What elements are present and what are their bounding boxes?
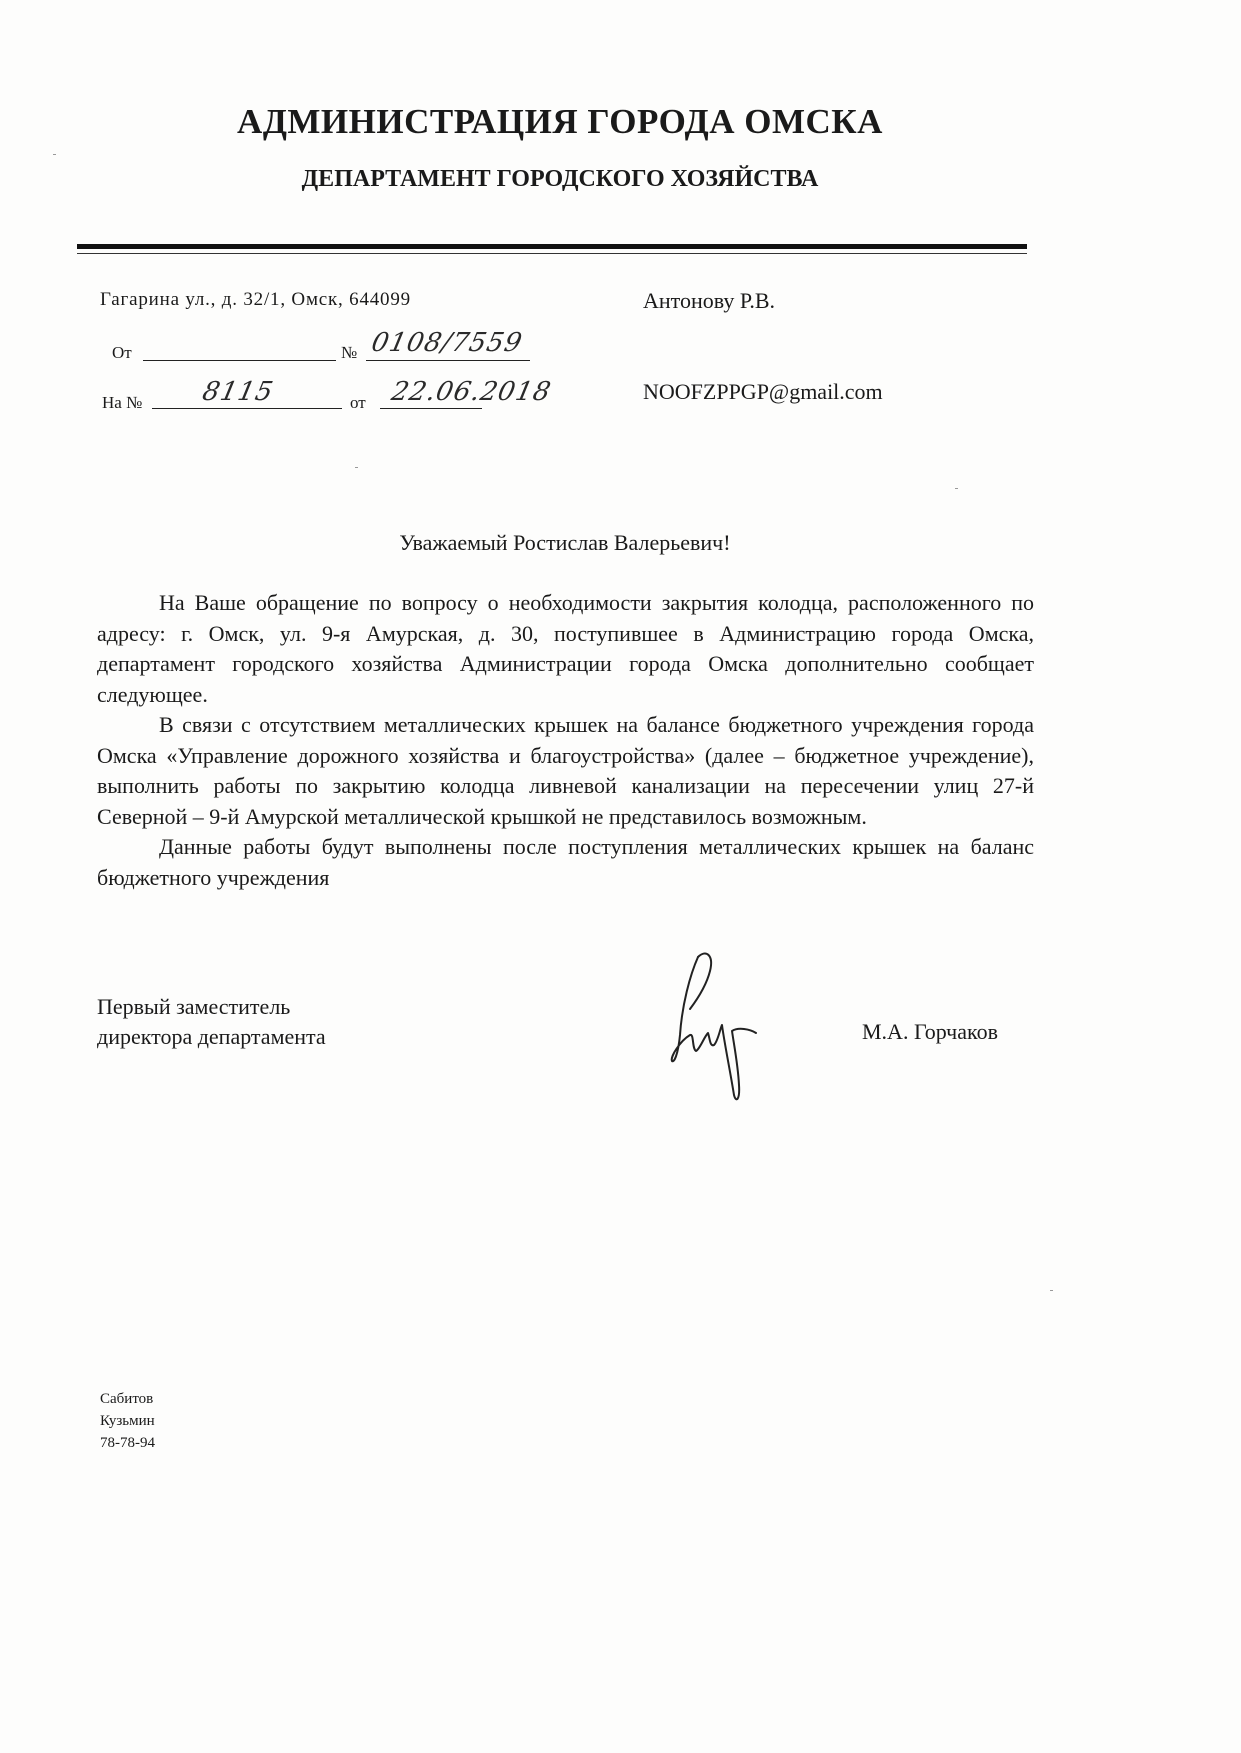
outgoing-number-line bbox=[366, 360, 530, 361]
paragraph: В связи с отсутствием металлических крышек на балансе бюджетного учреждения города Омска «Управление дорожного хозяйства и благоустройства» (далее – бюджетное учреждение), выполнить работы по закрытию колодца ливневой канализации на пересечении улиц 27-й Северной – 9-й Амурской металлической крышкой не представилось возможным. bbox=[97, 712, 1034, 829]
reply-date-line bbox=[380, 408, 482, 409]
scan-speck bbox=[1050, 1290, 1053, 1291]
reply-number-line bbox=[152, 408, 342, 409]
signer-name: М.А. Горчаков bbox=[862, 1019, 998, 1044]
from-date-line bbox=[143, 360, 336, 361]
reply-number: 8115 bbox=[199, 377, 277, 407]
number-label: № bbox=[341, 343, 358, 362]
recipient-name: Антонову Р.В. bbox=[643, 288, 776, 313]
executor-phone: 78-78-94 bbox=[100, 1435, 155, 1451]
executor-name-1: Сабитов bbox=[100, 1391, 154, 1407]
reply-label: На № bbox=[102, 393, 143, 412]
signer-title-line2: директора департамента bbox=[97, 1024, 326, 1049]
sender-address: Гагарина ул., д. 32/1, Омск, 644099 bbox=[100, 289, 411, 310]
date-label: от bbox=[350, 393, 366, 412]
signer-title-line1: Первый заместитель bbox=[97, 994, 291, 1019]
header-rule-thin bbox=[77, 253, 1027, 254]
greeting: Уважаемый Ростислав Валерьевич! bbox=[399, 530, 731, 555]
reply-date: 22.06.2018 bbox=[388, 377, 555, 407]
scan-speck bbox=[355, 467, 358, 468]
scan-speck bbox=[955, 488, 958, 489]
handwritten-signature bbox=[660, 945, 780, 1110]
organization-title: АДМИНИСТРАЦИЯ ГОРОДА ОМСКА bbox=[237, 102, 883, 141]
scan-speck bbox=[53, 154, 56, 155]
paragraph: На Ваше обращение по вопросу о необходимости закрытия колодца, расположенного по адресу: г. Омск, ул. 9-я Амурская, д. 30, поступившее в Администрацию города Омска, департамент городского хозяйства Администрации города Омска дополнительно сообщает следующее. bbox=[97, 590, 1034, 707]
from-label: От bbox=[112, 343, 132, 362]
header-rule-thick bbox=[77, 244, 1027, 249]
outgoing-number: 0108/7559 bbox=[368, 328, 526, 358]
executor-name-2: Кузьмин bbox=[100, 1413, 155, 1429]
paragraph: Данные работы будут выполнены после поступления металлических крышек на баланс бюджетного учреждения bbox=[97, 834, 1034, 890]
letter-body bbox=[97, 588, 1034, 893]
department-title: ДЕПАРТАМЕНТ ГОРОДСКОГО ХОЗЯЙСТВА bbox=[301, 166, 819, 192]
recipient-email: NOOFZPPGP@gmail.com bbox=[643, 379, 883, 404]
